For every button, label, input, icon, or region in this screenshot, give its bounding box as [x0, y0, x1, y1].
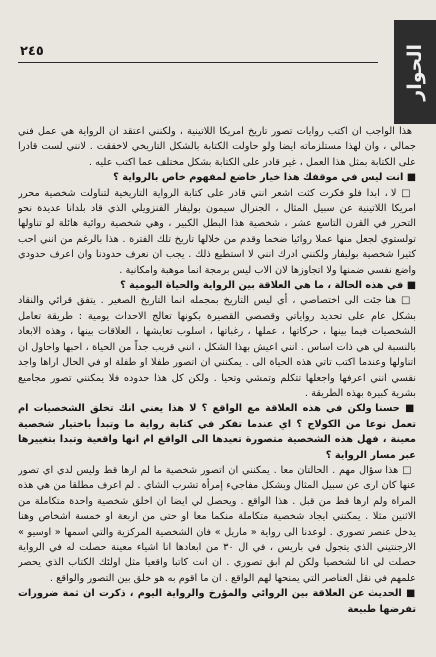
answer-marker: □: [401, 295, 412, 307]
paragraph-question: [18, 401, 416, 463]
answer-text: هذا سؤال مهم . الحالتان معا . يمكنني ان اتصور شخصية ما لم ارها قط وليس لدي اي تصور عنها كان ارى عن سبيل المثال وبشكل مفاجيء إمرأة تشرب الشاي . لم اعرف مطلقا من هي هذه المراة ولم ارها قط من قبل . هذا الواقع . ويحصل لي ايضا ان اخلق شخصية واحدة متكاملة من الاثنين مثلا . يمكنني ايجاد شخصية متكاملة منكما معا او حتى من اربعة او خمسة اشخاص وهنا يدخل عنصر تصوري . لوعدنا الى رواية « ماريل » فان الشخصية المركزية والتي اسمها « اوسيو » الارجنتيني الذي يتجول في باريس ، في ال ٣٠ من ابعادها انا اشياء معينة حصلت له في الرواية حصلت لي انا لشخصيا ولكن لم ابق تصوري . ان انت كاتبا واقعيا مثل اولئك الكتاب الذي يحصر علمهم في نقل العناصر التي يمنحها لهم الواقع . ان ما اقوم به هو خلق بين التصور والواقع .: [18, 464, 416, 584]
page-number: ٢٤٥: [20, 44, 44, 59]
question-text: الحديث عن العلاقة بين الروائي والمؤرخ والرواية اليوم ، ذكرت ان ثمة ضرورات تفرضها طبيعة: [18, 588, 416, 615]
paragraph-answer: هذا الواجب ان اكتب روايات تصور تاريخ امريكا اللاتينية ، ولكنني اعتقد ان الرواية هي عمل فني جمالي ، وان لهذا مستلزماته ايضا ولو حاولت الكتابة بالشكل التاريخي لاخفقت . لانني لست قادرا على الكتابة بمثل هذا العمل ، غير قادر على الكتابة بشكل مختلف عما اكتب عليه .: [18, 126, 416, 168]
header-rule: [18, 62, 378, 63]
answer-text: هنا جئت الى اختصاصي ، أي ليس التاريخ بمجمله انما التاريخ الصغير . يتفق قرائي والنقاد بشكل عام على تحديد رواياتي وقصصي القصيرة بكونها تعالج الاحداث يومية : طريقة تعامل الشخصيات فيما بينها ، حركاتها ، عملها ، رغباتها ، اسلوب تعايشها ، العلاقات بينها ، وهذه الابعاد بالنسبة لي هي ذات اساس . انني اعيش بهذا الشكل ، انني قريب جداً من الحياة ، احبها واحاول ان اتناولها وعندما اكتب تاتي هذه الحياة الى . يمكنني ان اتصور طفلا او طفلة او في الحال اراها واجد نفسي انني اعرفها واجعلها تتكلم وتمشي وتحيا . ولكن كل هذا حدوده فلا يمكنني تصور مجاميع بشرية كبيرة بهذه الطريقة .: [18, 295, 416, 399]
section-tab-label: الحوار: [404, 43, 426, 101]
section-tab: [394, 20, 436, 124]
question-marker: ■: [406, 172, 416, 184]
paragraph-answer: [18, 463, 416, 586]
question-marker: ■: [406, 280, 416, 292]
question-text: انت ليس في موقفك هذا خيار خاضع لمفهوم خاص بالرواية ؟: [113, 172, 404, 184]
question-marker: ■: [405, 403, 416, 415]
article-body: [18, 124, 416, 649]
question-marker: ■: [405, 588, 416, 600]
question-text: في هذه الحالة ، ما هي العلاقة بين الرواية والحياة اليومية ؟: [120, 280, 404, 292]
paragraph-answer: [18, 293, 416, 401]
question-text: حسنا ولكن في هذه العلاقة مع الواقع ؟ لا هذا يعني انك تخلق الشخصيات ام تعمل نوعا من الكولاج ؟ اي عندما تفكر في كتابة رواية ما وتبدأ باختيار شخصية معينة ، فهل هذه الشخصية متصورة تعيدها الى الواقع ام انها واقعية وتبدا بتغييرها عبر مسار الرواية ؟: [18, 403, 416, 461]
paragraph-question: [18, 170, 416, 185]
answer-marker: □: [402, 464, 412, 476]
answer-marker: □: [401, 187, 412, 199]
paragraph-answer: [18, 186, 416, 278]
paragraph-question: [18, 278, 416, 293]
answer-text: لا ، ابدا فلو فكرت كثت اشعر انني قادر على كتابة الرواية التاريخية لتناولت شخصية محرر امريكا اللاتينية عن سبيل المثال ، الجنرال سيمون بوليفار الفنزويلي الذي قاد بلدانا عديدة نحو التحرر في القرن التاسع عشر ، شخصية هذا البطل الكبير ، وهي شخصية روائية هائلة لو تناولها تولستوي لجعل منها عملا روائيا ضخما وقدم من خلالها تاريخ تلك الفترة . هذا بالرغم من انني احب كثيرا شخصية بوليفار ولكنني ادرك انني لا استطيع ذلك . يجب ان نعرف حدودنا وان اعرف حدودي واضع نفسي ضمنها ولا اتجاوزها لان الاب ليس برمجة انما موهبة وامكانية .: [18, 187, 416, 276]
paragraph-question: [18, 586, 416, 617]
